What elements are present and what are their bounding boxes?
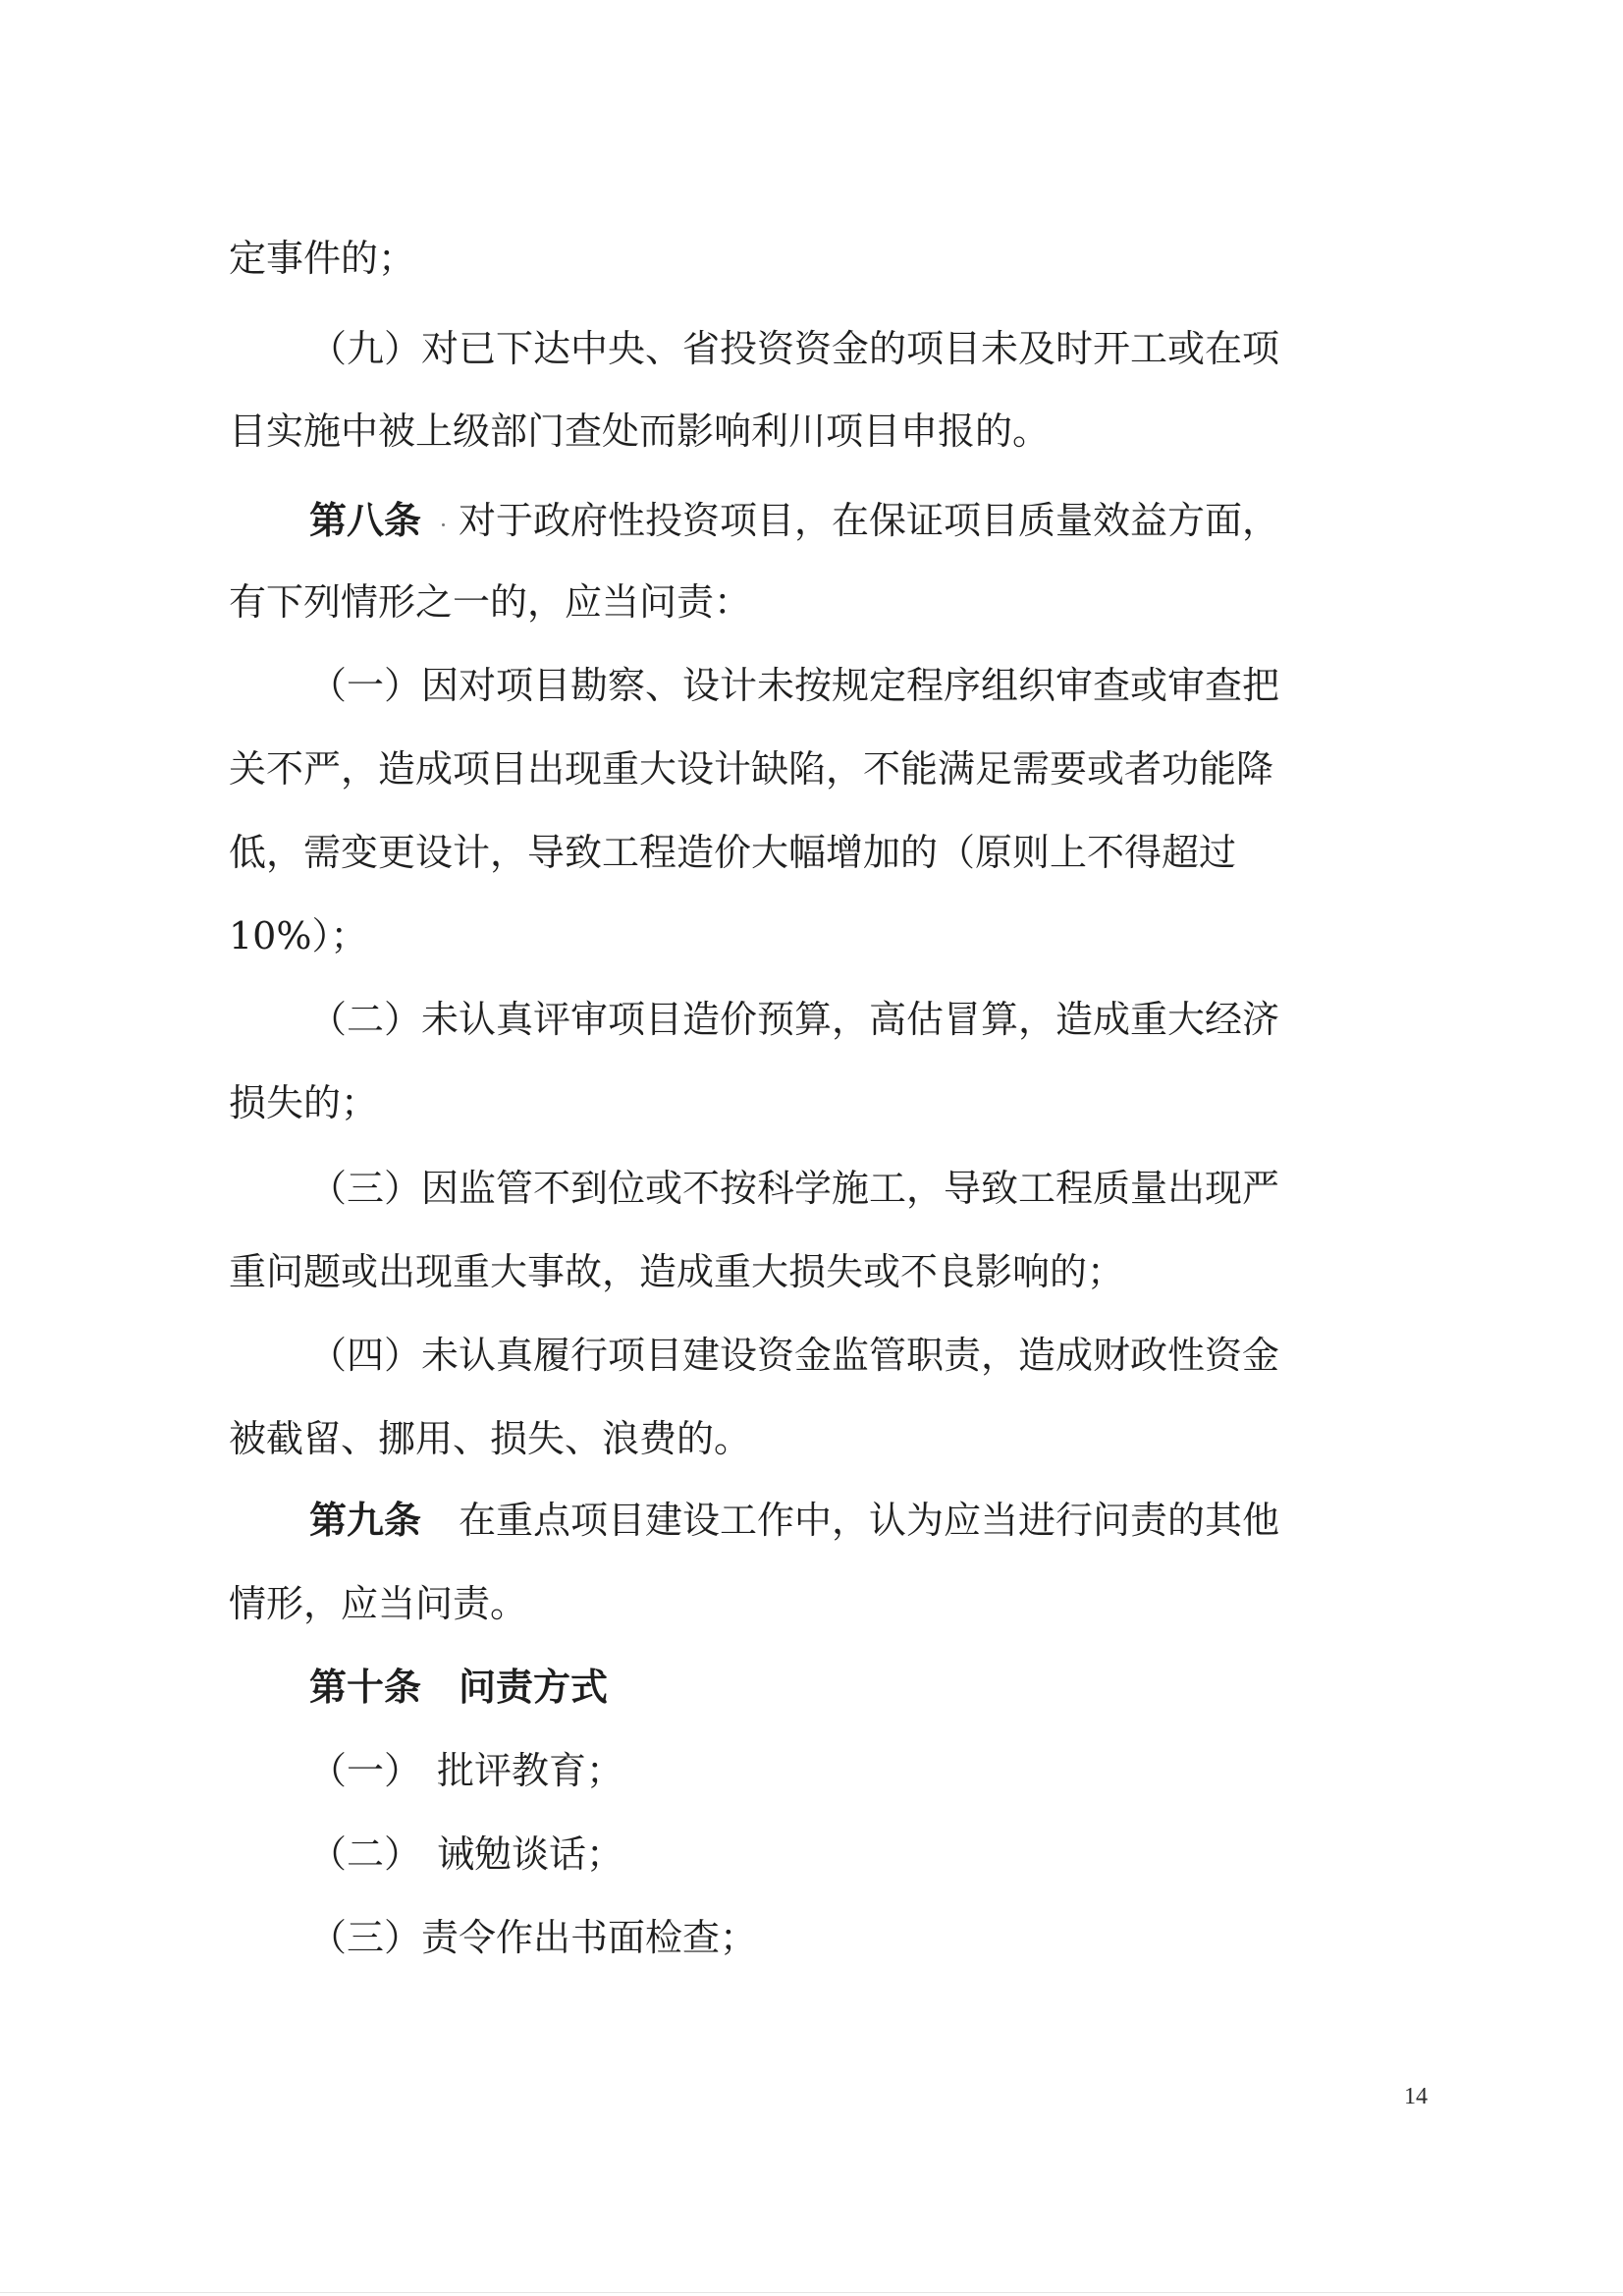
list-text: 批评教育；	[437, 1749, 624, 1792]
text-line: 目实施中被上级部门查处而影响利川项目申报的。	[229, 410, 1051, 453]
text-line: （二）未认真评审项目造价预算，高估冒算，造成重大经济	[309, 998, 1280, 1041]
text-line: （三）因监管不到位或不按科学施工，导致工程质量出现严	[309, 1167, 1280, 1210]
text-line: （九）对已下达中央、省投资资金的项目未及时开工或在项	[309, 327, 1280, 370]
text-line: 低，需变更设计，导致工程造价大幅增加的（原则上不得超过	[229, 831, 1237, 874]
text-line: （三）责令作出书面检查；	[309, 1916, 758, 1959]
text-line: 损失的；	[229, 1081, 379, 1124]
text-line: （一）因对项目勘察、设计未按规定程序组织审查或审查把	[309, 664, 1280, 707]
scan-speck	[442, 523, 445, 526]
list-item	[309, 1831, 623, 1878]
list-text: 诫勉谈话；	[437, 1832, 624, 1876]
article-heading: 第九条	[309, 1499, 422, 1542]
text-line: 问责方式	[459, 1666, 609, 1709]
text-line: （四）未认真履行项目建设资金监管职责，造成财政性资金	[309, 1334, 1280, 1377]
article-heading: 第十条	[309, 1666, 422, 1709]
text-line: 对于政府性投资项目，在保证项目质量效益方面，	[459, 499, 1280, 542]
text-line: 关不严，造成项目出现重大设计缺陷，不能满足需要或者功能降	[229, 747, 1274, 791]
list-marker: （二）	[309, 1832, 422, 1876]
page-number: 14	[1404, 2084, 1428, 2109]
text-line: 定事件的；	[229, 237, 416, 280]
scan-edge	[0, 2292, 1623, 2293]
list-item	[309, 1747, 623, 1794]
text-line: 情形，应当问责。	[229, 1582, 528, 1625]
article-heading: 第八条	[309, 499, 422, 542]
text-line: 在重点项目建设工作中，认为应当进行问责的其他	[459, 1499, 1280, 1542]
text-line: 10%）；	[229, 914, 368, 957]
text-line: 被截留、挪用、损失、浪费的。	[229, 1417, 752, 1460]
article-8-line	[309, 497, 1279, 544]
text-line: 重问题或出现重大事故，造成重大损失或不良影响的；	[229, 1250, 1125, 1293]
text-line: 有下列情形之一的，应当问责：	[229, 580, 752, 624]
list-marker: （一）	[309, 1749, 422, 1792]
article-10-line	[309, 1664, 608, 1711]
article-9-line	[309, 1497, 1279, 1544]
